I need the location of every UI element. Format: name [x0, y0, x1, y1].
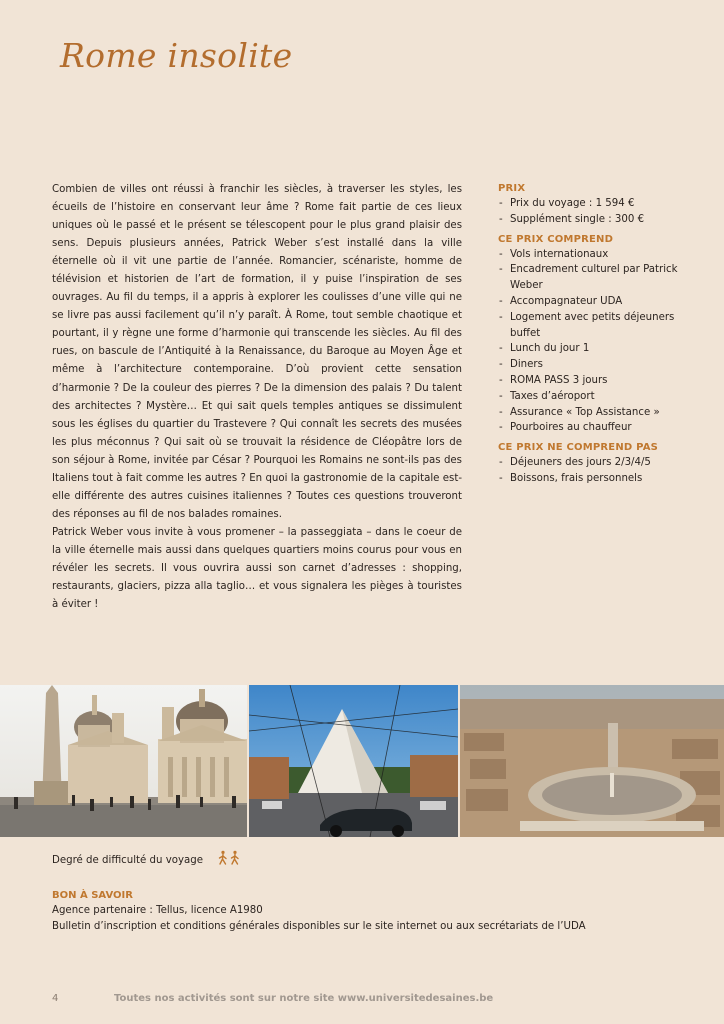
- list-item: - Prix du voyage : 1 594 €: [498, 196, 698, 212]
- list-item: - Encadrement culturel par Patrick Weber: [498, 262, 698, 294]
- list-item: - Logement avec petits déjeuners buffet: [498, 310, 698, 342]
- body-paragraph-2: Patrick Weber vous invite à vous promener – la passeggiata – dans le coeur de la ville éternelle mais aussi dans quelques quartiers moins courus pour vous en révéler les secrets. Il vous ouvrira aussi son carnet d’adresses : shopping, restaurants, glaciers, pizza alla taglio… et vous signalera les pièges à touristes à éviter !: [52, 526, 462, 611]
- list-item: - Lunch du jour 1: [498, 341, 698, 357]
- list-item: - ROMA PASS 3 jours: [498, 373, 698, 389]
- photo-strip: [0, 685, 724, 837]
- prix-list: [498, 196, 698, 228]
- list-item: - Supplément single : 300 €: [498, 212, 698, 228]
- body-text: [52, 181, 462, 614]
- difficulty-hikers: [217, 850, 243, 872]
- footer: [52, 993, 692, 1007]
- ne-comprend-heading: CE PRIX NE COMPREND PAS: [498, 442, 659, 454]
- info-line: Bulletin d’inscription et conditions générales disponibles sur le site internet ou aux secrétariats de l’UDA: [52, 921, 586, 932]
- photo-pyramid-cestius: [249, 685, 458, 837]
- list-item: - Déjeuners des jours 2/3/4/5: [498, 455, 698, 471]
- list-item: - Diners: [498, 357, 698, 373]
- info-line: Agence partenaire : Tellus, licence A1980: [52, 905, 263, 916]
- comprend-heading: CE PRIX COMPREND: [498, 233, 614, 245]
- body-paragraph-1: Combien de villes ont réussi à franchir les siècles, à traverser les styles, les écueils de l’histoire en conservant leur âme ? Rome fait partie de ces lieux uniques où le passé et le présent se télescopent pour le plus grand plaisir des sens. Depuis plusieurs années, Patrick Weber s’est installé dans la ville éternelle où il vit une partie de l’année. Romancier, scénariste, homme de télévision et historien de l’art de formation, il y puise l’inspiration de ses ouvrages. Au fil du temps, il a appris à explorer les coulisses d’une ville qui ne se livre pas aussi facilement qu’il n’y paraît. À Rome, tout semble chaotique et pourtant, il y règne une forme d’harmonie qui transcende les siècles. Au fil des rues, on bascule de l’Antiquité à la Renaissance, du Baroque au Moyen Âge et même à l’architecture contemporaine. D’où provient cette sensation d’harmonie ? De la couleur des pierres ? De la dimension des palais ? Du talent des architectes ? Mystère… Et qui sait quels temples antiques se dissimulent sous les églises du quartier du Trastevere ? Qui connaît les secrets des musées les plus méconnus ? Qui sait où se trouvait la résidence de Cléopâtre lors de son séjour à Rome, invitée par César ? Pourquoi les Romains ne sont-ils pas des Italiens tout à fait comme les autres ? En quoi la gastronomie de la capitale est-elle différente des autres cuisines italiennes ? Toutes ces questions trouveront des réponses au fil de nos balades romaines.: [52, 184, 462, 520]
- footer-site-text: Toutes nos activités sont sur notre site www.universitedesaines.be: [114, 993, 494, 1004]
- price-sidebar: [498, 182, 698, 487]
- list-item: - Taxes d’aéroport: [498, 389, 698, 405]
- list-item: - Pourboires au chauffeur: [498, 420, 698, 436]
- hiker-icon: [217, 850, 243, 866]
- bon-a-savoir-heading: BON À SAVOIR: [52, 890, 133, 901]
- difficulty-row: [52, 850, 702, 872]
- page-number: 4: [52, 993, 59, 1004]
- comprend-list: [498, 247, 698, 437]
- photo-piazza-del-popolo: [0, 685, 247, 837]
- difficulty-label: Degré de difficulté du voyage: [52, 855, 203, 866]
- info-section: [52, 850, 702, 935]
- page-title: Rome insolite: [60, 36, 293, 75]
- ne-comprend-list: [498, 455, 698, 487]
- list-item: - Vols internationaux: [498, 247, 698, 263]
- list-item: - Boissons, frais personnels: [498, 471, 698, 487]
- list-item: - Assurance « Top Assistance »: [498, 405, 698, 421]
- photo-st-peters-square: [460, 685, 724, 837]
- list-item: - Accompagnateur UDA: [498, 294, 698, 310]
- prix-heading: PRIX: [498, 183, 526, 194]
